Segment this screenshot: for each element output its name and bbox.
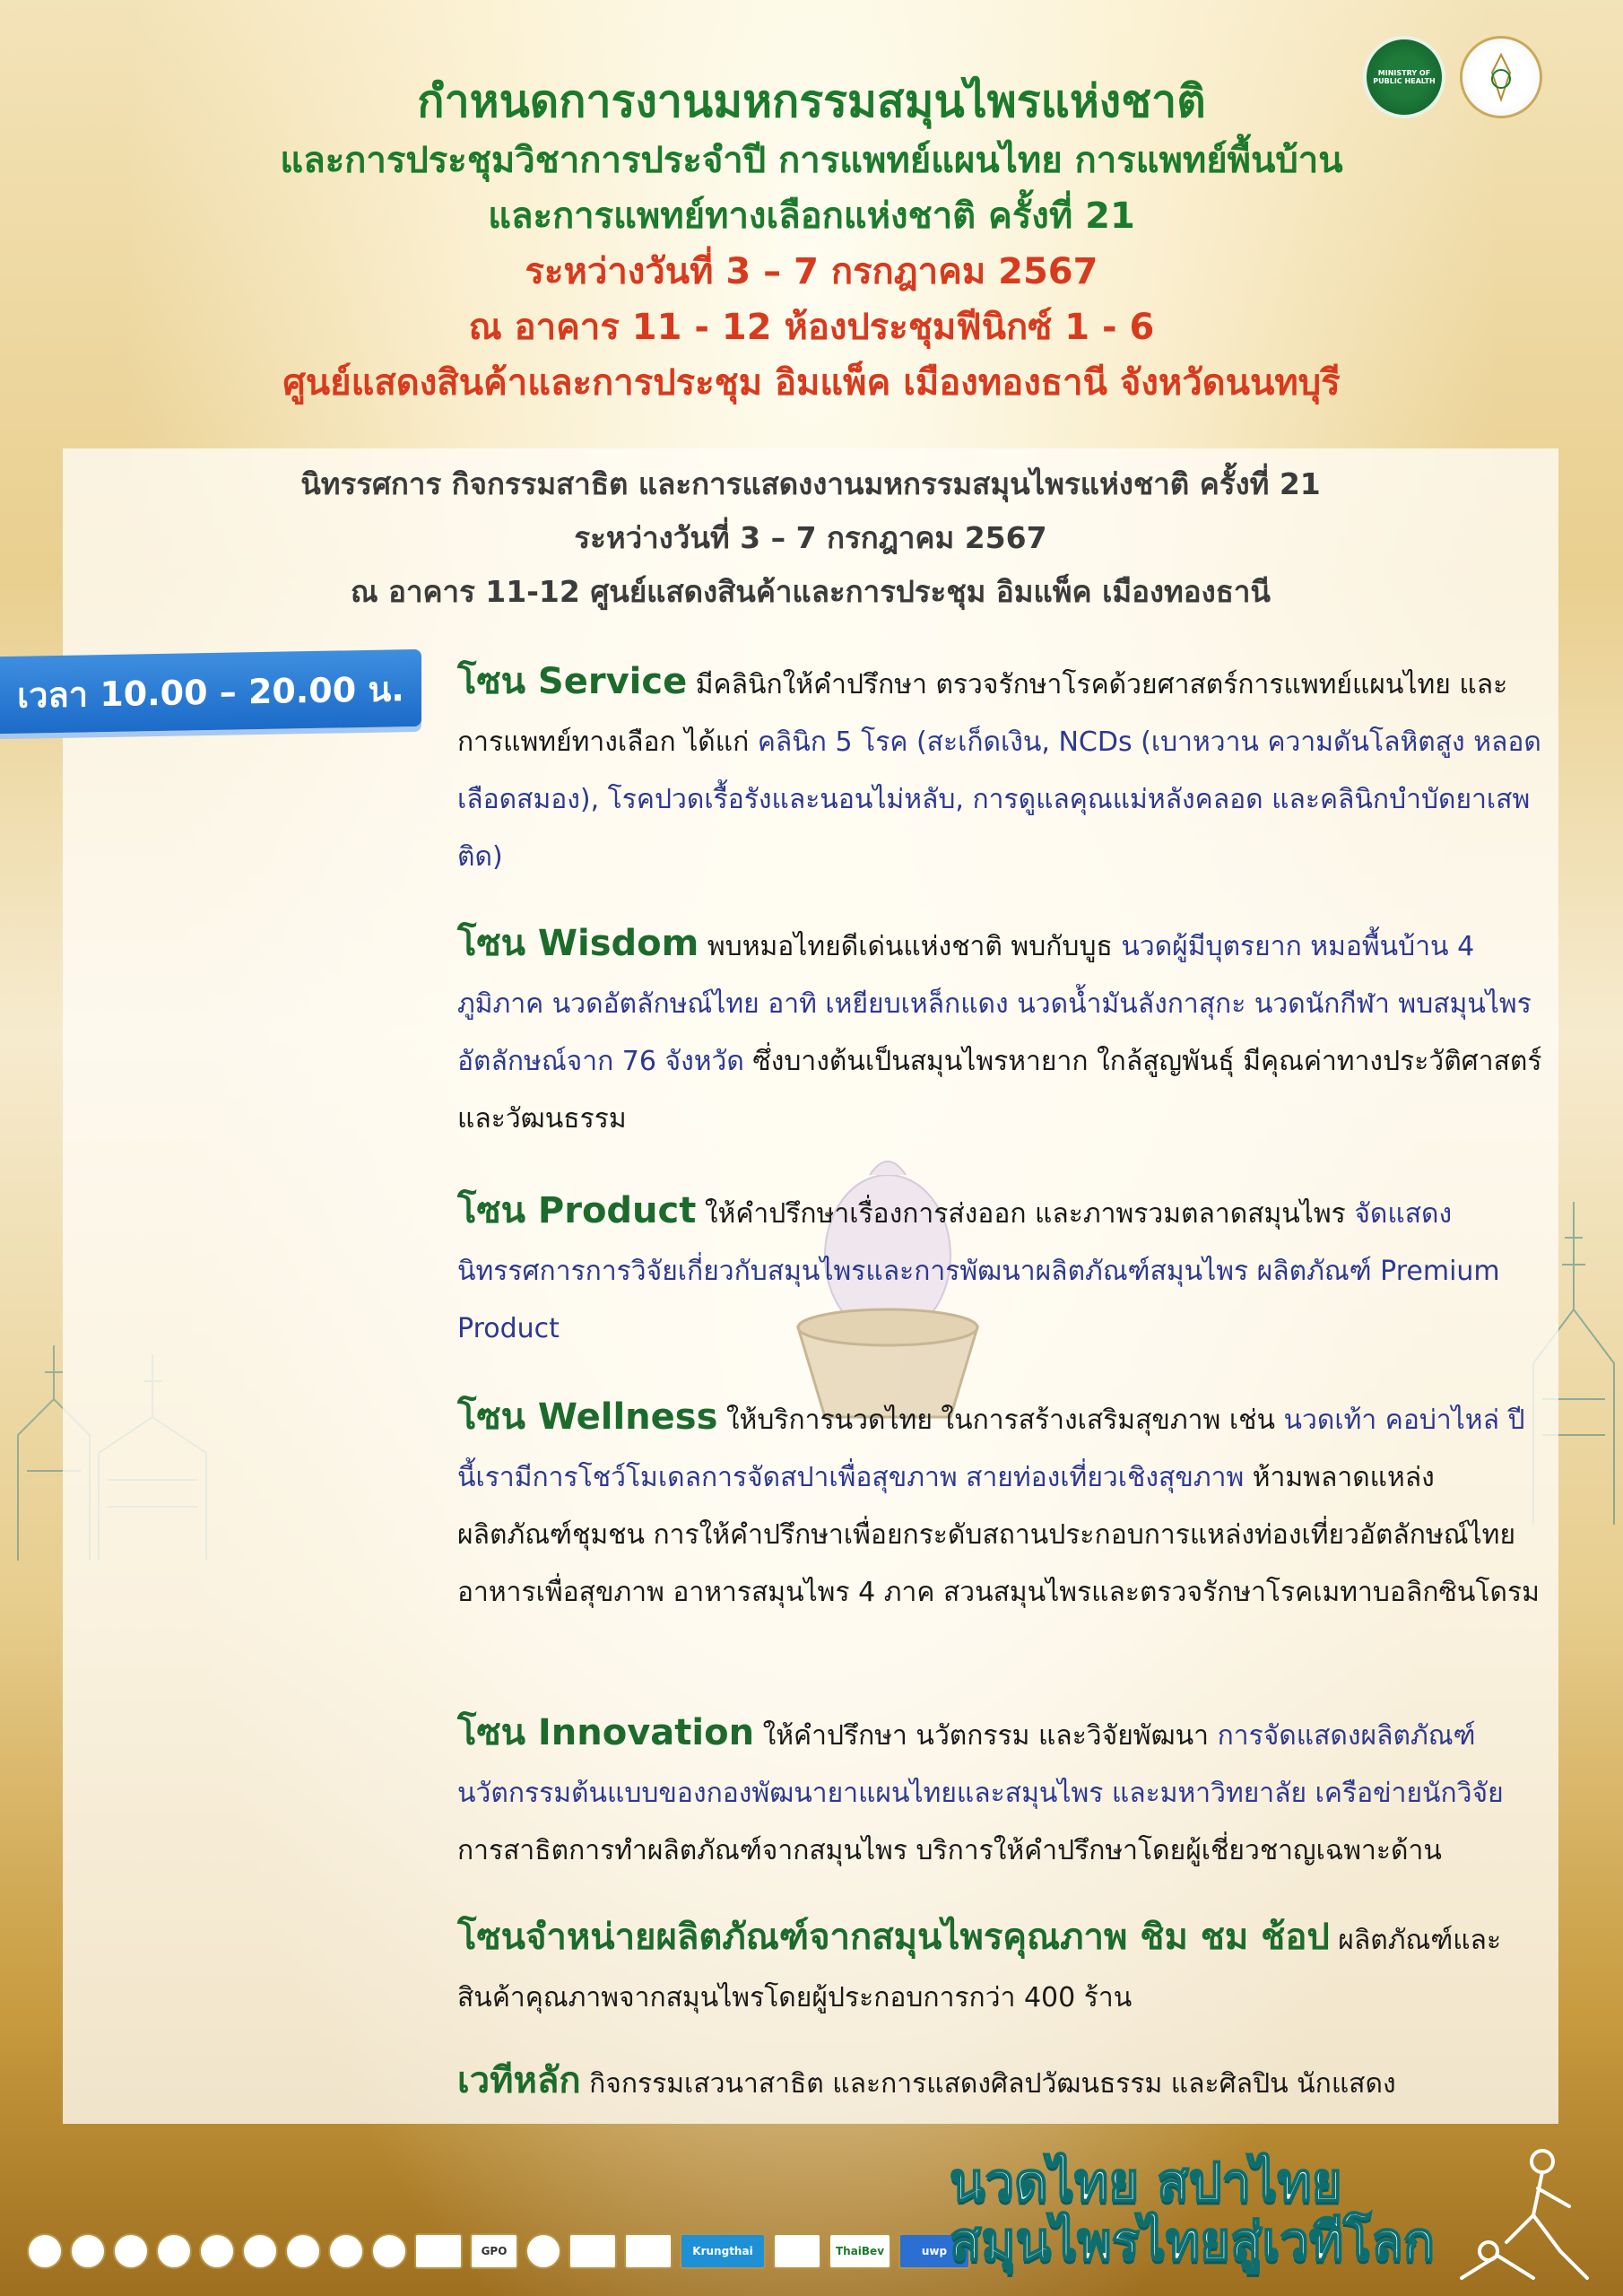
- slogan-line-1: นวดไทย สปาไทย: [949, 2152, 1342, 2213]
- opening-hours: เวลา 10.00 – 20.00 น.: [17, 668, 404, 716]
- exhibition-intro: [63, 457, 1558, 619]
- zone-wellness-desc-2: ห้ามพลาดแหล่งผลิตภัณฑ์ชุมชน การให้คำปรึกษาเพื่อยกระดับสถานประกอบการแหล่งท่องเที่ยวอัตลักษณ์ไทย อาหารเพื่อสุขภาพ อาหารสมุนไพร 4 ภาค สวนสมุนไพรและตรวจรักษาโรคเมทาบอลิกซินโดรม: [457, 1462, 1540, 1608]
- sponsor-logo: [27, 2233, 63, 2269]
- sponsor-logo-gpo: [470, 2233, 518, 2269]
- zone-wisdom-text: [457, 915, 1542, 1148]
- zone-service: [457, 653, 1542, 886]
- intro-line-1: นิทรรศการ กิจกรรมสาธิต และการแสดงงานมหกรรมสมุนไพรแห่งชาติ ครั้งที่ 21: [300, 466, 1321, 501]
- zone-innovation: [457, 1704, 1542, 1880]
- zone-wisdom: [457, 915, 1542, 1148]
- header: [0, 0, 1623, 439]
- sponsor-logo: [624, 2233, 673, 2269]
- intro-line-3: ณ อาคาร 11-12 ศูนย์แสดงสินค้าและการประชุม อิมแพ็ค เมืองทองธานี: [351, 574, 1271, 609]
- zone-stage-text: [457, 2052, 1542, 2113]
- krungthai-label: Krungthai: [692, 2245, 753, 2257]
- zone-wellness-desc: ให้บริการนวดไทย ในการสร้างเสริมสุขภาพ เช่น: [717, 1405, 1284, 1436]
- zone-shop-desc: ผลิตภัณฑ์และสินค้าคุณภาพจากสมุนไพรโดยผู้ประกอบการกว่า 400 ร้าน: [457, 1925, 1502, 2013]
- zone-main-stage: [457, 2052, 1542, 2113]
- zone-service-title: โซน Service: [457, 661, 688, 702]
- title-block: [0, 70, 1623, 411]
- thai-massage-illustration-icon: [1453, 2144, 1605, 2287]
- zone-wisdom-desc: พบหมอไทยดีเด่นแห่งชาติ พบกับบูธ: [699, 931, 1122, 962]
- sponsor-logo: [70, 2233, 106, 2269]
- event-date: ระหว่างวันที่ 3 – 7 กรกฎาคม 2567: [525, 251, 1098, 292]
- event-venue-room: ณ อาคาร 11 - 12 ห้องประชุมฟีนิกซ์ 1 - 6: [468, 307, 1155, 348]
- zone-wisdom-desc-2: ซึ่งบางต้นเป็นสมุนไพรหายาก ใกล้สูญพันธุ์ มีคุณค่าทางประวัติศาสตร์และวัฒนธรรม: [457, 1046, 1542, 1135]
- sponsor-logo: [568, 2233, 617, 2269]
- zone-innovation-text: [457, 1704, 1542, 1880]
- zone-product-highlight: จัดแสดงนิทรรศการการวิจัยเกี่ยวกับสมุนไพรและการพัฒนาผลิตภัณฑ์สมุนไพร ผลิตภัณฑ์ Premium Product: [457, 1198, 1500, 1344]
- zone-wisdom-highlight: นวดผู้มีบุตรยาก หมอพื้นบ้าน 4 ภูมิภาค นวดอัตลักษณ์ไทย อาทิ เหยียบเหล็กแดง นวดน้ำมันลังกาสุกะ นวดนักกีฬา พบสมุนไพรอัตลักษณ์จาก 76 จังหวัด: [457, 931, 1532, 1077]
- zone-product-desc: ให้คำปรึกษาเรื่องการส่งออก และภาพรวมตลาดสมุนไพร: [696, 1198, 1355, 1230]
- zone-wellness-title: โซน Wellness: [457, 1396, 718, 1438]
- zone-innovation-title: โซน Innovation: [457, 1712, 755, 1753]
- zone-wisdom-title: โซน Wisdom: [457, 923, 699, 964]
- logo-text: MINISTRY OF PUBLIC HEALTH: [1373, 69, 1436, 85]
- zone-wellness-highlight: นวดเท้า คอบ่าไหล่ ปีนี้เรามีการโชว์โมเดลการจัดสปาเพื่อสุขภาพ สายท่องเที่ยวเชิงสุขภาพ: [457, 1405, 1525, 1493]
- zone-innovation-desc-2: การสาธิตการทำผลิตภัณฑ์จากสมุนไพร บริการให้คำปรึกษาโดยผู้เชี่ยวชาญเฉพาะด้าน: [457, 1835, 1442, 1866]
- zone-service-highlight: คลินิก 5 โรค (สะเก็ดเงิน, NCDs (เบาหวาน ความดันโลหิตสูง หลอดเลือดสมอง), โรคปวดเรื้อรังและนอนไม่หลับ, การดูแลคุณแม่หลังคลอด และคลินิกบำบัดยาเสพติด): [457, 726, 1541, 873]
- sponsor-logo: [328, 2233, 364, 2269]
- sponsor-logo: [199, 2233, 235, 2269]
- sponsor-logo: [242, 2233, 278, 2269]
- uwp-label: uwp: [921, 2245, 948, 2257]
- zone-shop: [457, 1909, 1542, 2027]
- sponsor-logo: [285, 2233, 321, 2269]
- page-title: กำหนดการงานมหกรรมสมุนไพรแห่งชาติ: [417, 75, 1206, 127]
- zone-stage-desc: กิจกรรมเสวนาสาธิต และการแสดงศิลปวัฒนธรรม และศิลปิน นักแสดง: [580, 2068, 1396, 2100]
- slogan-line-2: สมุนไพรไทยสู่เวทีโลก: [949, 2211, 1435, 2272]
- subtitle-line-2: และการแพทย์ทางเลือกแห่งชาติ ครั้งที่ 21: [488, 196, 1135, 237]
- zone-innovation-highlight: การจัดแสดงผลิตภัณฑ์นวัตกรรมต้นแบบของกองพัฒนายาแผนไทยและสมุนไพร และมหาวิทยาลัย เครือข่ายนักวิจัย: [457, 1720, 1504, 1809]
- sponsor-logo: [156, 2233, 192, 2269]
- sponsor-logo: [773, 2233, 821, 2269]
- sponsor-logo: [113, 2233, 149, 2269]
- gpo-label: GPO: [481, 2245, 508, 2257]
- zone-shop-text: [457, 1909, 1542, 2027]
- zone-product-title: โซน Product: [457, 1190, 697, 1231]
- intro-line-2: ระหว่างวันที่ 3 – 7 กรกฎาคม 2567: [574, 520, 1047, 555]
- zone-product-text: [457, 1182, 1542, 1358]
- sponsor-logo: [414, 2233, 463, 2269]
- zone-service-text: [457, 653, 1542, 886]
- zone-service-desc: มีคลินิกให้คำปรึกษา ตรวจรักษาโรคด้วยศาสตร์การแพทย์แผนไทย และการแพทย์ทางเลือก ได้แก่: [457, 669, 1508, 758]
- sponsor-logos: [27, 2233, 970, 2269]
- zone-stage-title: เวทีหลัก: [457, 2060, 581, 2101]
- sponsor-logo: [371, 2233, 407, 2269]
- sponsor-logo-krungthai: [680, 2233, 766, 2269]
- slogan: [950, 2152, 1435, 2271]
- sponsor-logo: [525, 2233, 561, 2269]
- subtitle-line-1: และการประชุมวิชาการประจำปี การแพทย์แผนไทย การแพทย์พื้นบ้าน: [280, 140, 1343, 181]
- zone-wellness-text: [457, 1388, 1542, 1622]
- zone-shop-title: โซนจำหน่ายผลิตภัณฑ์จากสมุนไพรคุณภาพ ชิม ชม ช้อป: [457, 1917, 1330, 1958]
- sponsor-logo-thaibev: [829, 2233, 891, 2269]
- thaibev-label: ThaiBev: [835, 2245, 885, 2257]
- time-ribbon: [0, 649, 421, 734]
- event-venue-location: ศูนย์แสดงสินค้าและการประชุม อิมแพ็ค เมืองทองธานี จังหวัดนนทบุรี: [282, 362, 1341, 404]
- zone-innovation-desc: ให้คำปรึกษา นวัตกรรม และวิจัยพัฒนา: [754, 1720, 1218, 1752]
- zone-product: [457, 1182, 1542, 1358]
- zone-wellness: [457, 1388, 1542, 1622]
